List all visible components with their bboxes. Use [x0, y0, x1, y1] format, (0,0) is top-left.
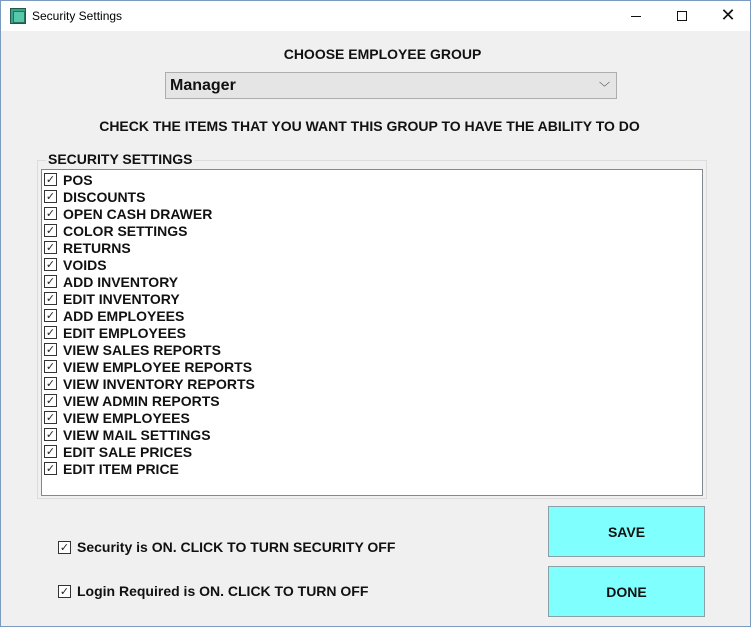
login-required-label: Login Required is ON. CLICK TO TURN OFF [77, 583, 369, 599]
checkbox[interactable]: ✓ [45, 394, 56, 407]
title-bar[interactable] [1, 1, 750, 31]
security-checkbox[interactable]: ✓ [59, 540, 70, 554]
chevron-down-icon: ﹀ [599, 81, 610, 94]
checklist-item-label: VIEW SALES REPORTS [63, 341, 221, 358]
checklist-item-label: EDIT INVENTORY [63, 290, 180, 307]
checklist-item[interactable] [44, 443, 192, 460]
checkbox[interactable]: ✓ [45, 173, 56, 186]
checklist-item[interactable] [44, 239, 131, 256]
checkbox[interactable]: ✓ [45, 275, 56, 288]
checklist-item[interactable] [44, 375, 255, 392]
checkbox[interactable]: ✓ [45, 190, 56, 203]
close-button[interactable] [705, 1, 751, 31]
checkbox[interactable]: ✓ [45, 207, 56, 220]
employee-group-select[interactable] [165, 72, 617, 99]
checklist-item[interactable] [44, 341, 221, 358]
security-toggle-label: Security is ON. CLICK TO TURN SECURITY OFF [77, 539, 396, 555]
checkbox[interactable]: ✓ [45, 258, 56, 271]
checklist-item-label: ADD EMPLOYEES [63, 307, 185, 324]
checkbox[interactable]: ✓ [45, 326, 56, 339]
security-settings-legend: SECURITY SETTINGS [48, 151, 193, 167]
checkbox[interactable]: ✓ [45, 428, 56, 441]
checklist-item[interactable] [44, 460, 179, 477]
checklist-item-label: EDIT SALE PRICES [63, 443, 193, 460]
checklist-item[interactable] [44, 324, 186, 341]
checkbox[interactable]: ✓ [45, 462, 56, 475]
checklist-item[interactable] [44, 273, 178, 290]
checklist-item-label: VIEW EMPLOYEES [63, 409, 190, 426]
security-checklist[interactable] [41, 169, 703, 496]
choose-group-label: CHOOSE EMPLOYEE GROUP [283, 46, 482, 62]
checklist-item[interactable] [44, 256, 107, 273]
checklist-item[interactable] [44, 409, 190, 426]
checklist-item[interactable] [44, 307, 184, 324]
checklist-item-label: OPEN CASH DRAWER [63, 205, 213, 222]
checklist-item[interactable] [44, 205, 212, 222]
checklist-item[interactable] [44, 392, 220, 409]
checklist-item-label: ADD INVENTORY [63, 273, 179, 290]
checklist-item[interactable] [44, 188, 145, 205]
checklist-item[interactable] [44, 171, 93, 188]
checkbox[interactable]: ✓ [45, 343, 56, 356]
checklist-item-label: VIEW INVENTORY REPORTS [63, 375, 255, 392]
checklist-item-label: COLOR SETTINGS [63, 222, 188, 239]
instruction-text: CHECK THE ITEMS THAT YOU WANT THIS GROUP TO HAVE THE ABILITY TO DO [99, 118, 640, 134]
checklist-item-label: EDIT ITEM PRICE [63, 460, 179, 477]
minimize-button[interactable] [613, 1, 659, 31]
checkbox[interactable]: ✓ [45, 309, 56, 322]
checklist-item-label: EDIT EMPLOYEES [63, 324, 186, 341]
checklist-item[interactable] [44, 358, 252, 375]
maximize-button[interactable] [659, 1, 705, 31]
close-icon: ✕ [720, 5, 736, 26]
employee-group-value: Manager [170, 77, 236, 94]
checklist-item-label: POS [63, 171, 93, 188]
checklist-item-label: VOIDS [63, 256, 107, 273]
checkbox[interactable]: ✓ [45, 292, 56, 305]
checklist-item[interactable] [44, 426, 211, 443]
save-button[interactable]: SAVE [548, 506, 705, 557]
window-title: Security Settings [32, 9, 123, 23]
checkbox[interactable]: ✓ [45, 377, 56, 390]
checklist-item-label: VIEW EMPLOYEE REPORTS [63, 358, 253, 375]
checkbox[interactable]: ✓ [45, 224, 56, 237]
done-button[interactable]: DONE [548, 566, 705, 617]
checkbox[interactable]: ✓ [45, 411, 56, 424]
checklist-item-label: RETURNS [63, 239, 131, 256]
checklist-item-label: VIEW MAIL SETTINGS [63, 426, 211, 443]
app-icon [10, 8, 26, 24]
checkbox[interactable]: ✓ [45, 445, 56, 458]
login-required-toggle[interactable] [58, 583, 368, 599]
checklist-item[interactable] [44, 222, 187, 239]
checkbox[interactable]: ✓ [45, 360, 56, 373]
checklist-item-label: VIEW ADMIN REPORTS [63, 392, 220, 409]
login-required-checkbox[interactable]: ✓ [59, 584, 70, 598]
checkbox[interactable]: ✓ [45, 241, 56, 254]
checklist-item[interactable] [44, 290, 180, 307]
minimize-icon [631, 16, 641, 17]
security-toggle[interactable] [58, 539, 395, 555]
checklist-item-label: DISCOUNTS [63, 188, 146, 205]
maximize-icon [677, 11, 687, 21]
